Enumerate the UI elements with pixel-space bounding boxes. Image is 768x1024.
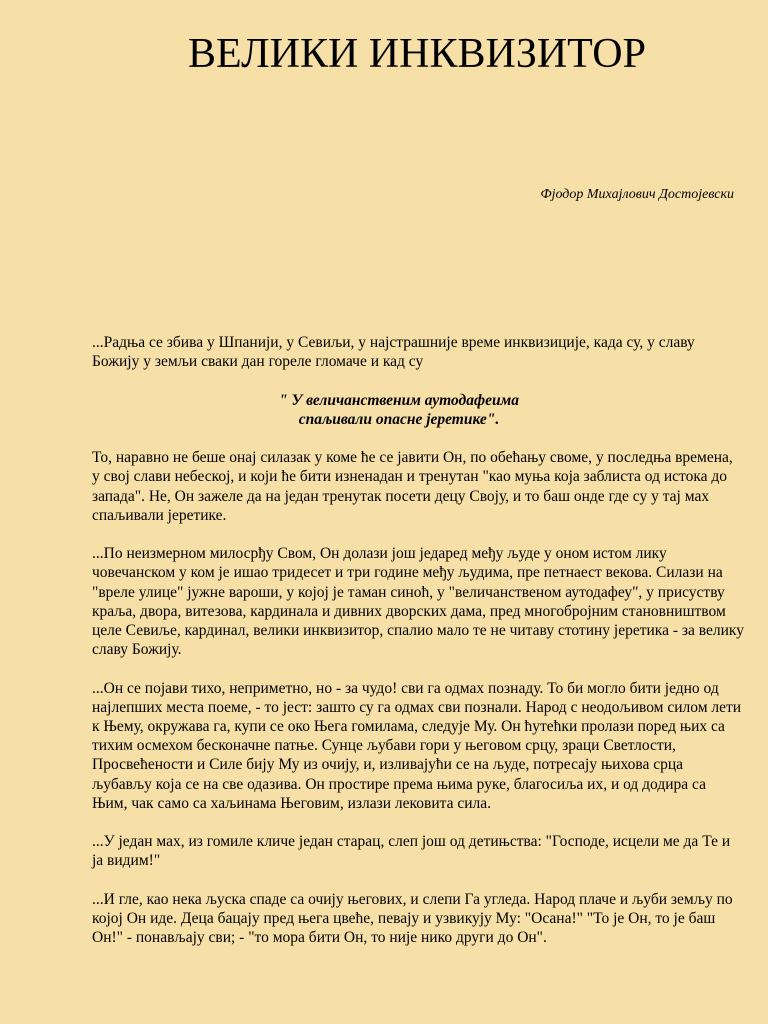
document-body (92, 333, 744, 947)
paragraph: ...По неизмерном милосрђу Свом, Он долази још једаред међу људе у оном истом лику човечанском у ком је ишао тридесет и три године међу људима, пре петнаест векова. Силази на "вреле улице" јужне вароши, у којој је таман синоћ, у "величанственом аутодафеу", у присуству краља, двора, витезова, кардинала и дивних дворских дама, пред многобројним становништвом целе Севиље, кардинал, велики инквизитор, спалио мало те не читаву стотину јеретика - за велику славу Божију. (92, 545, 744, 659)
paragraph: ...У један мах, из гомиле кличе један старац, слеп још од детињства: "Господе, исцели ме да Те и ја видим!" (92, 833, 731, 870)
paragraph: ...И гле, као нека љуска спаде са очију његових, и слепи Га угледа. Народ плаче и љуби земљу по којој Он иде. Деца бацају пред њега цвеће, певају и узвикују Му: "Осана!" "То је Он, то је баш Он!" - понављају сви; - "то мора бити Он, то није нико други до Он". (92, 890, 733, 947)
quote (92, 391, 744, 429)
paragraph: To, наравно не беше онај силазак у коме ће се јавити Он, по обећању своме, у последња времена, у свој слави небеској, и који ће бити изненадан и тренутан "као муња која заблиста од истока до запада". Не, Он зажеле да на један тренутак посети децу Своју, и то баш онде где су у тај мах спаљивали јеретике. (92, 449, 733, 524)
document-title: ВЕЛИКИ ИНКВИЗИТОР (188, 31, 646, 77)
quote-line: " У величанственим аутодафеима (279, 391, 519, 409)
paragraph: ...Радња се збива у Шпанији, у Севиљи, у најстрашније време инквизиције, када су, у славу Божију у земљи сваки дан гореле гломаче и кад су (92, 334, 695, 371)
quote-line: спаљивали опасне јеретике". (298, 410, 500, 428)
paragraph: ...Он се појави тихо, неприметно, но - за чудо! сви га одмах познаду. То би могло бити једно од најлепших места поеме, - то јест: зашто су га одмах сви познали. Народ с неодољивом силом лети к Њему, окружава га, купи се око Њега гомилама, следује Му. Он ћутећки пролази поред њих са тихим осмехом бесконачне патње. Сунце љубави гори у његовом срцу, зраци Светлости, Просвећености и Силе бију Му из очију, и, изливајући се на људе, потресају њихова срца љубављу која се на све одазива. Он простире према њима руке, благосиља их, и од додира са Њим, чак само са хаљинама Његовим, излази лековита сила. (92, 679, 742, 812)
author-name: Фјодор Михајлович Достојевски (540, 187, 734, 202)
